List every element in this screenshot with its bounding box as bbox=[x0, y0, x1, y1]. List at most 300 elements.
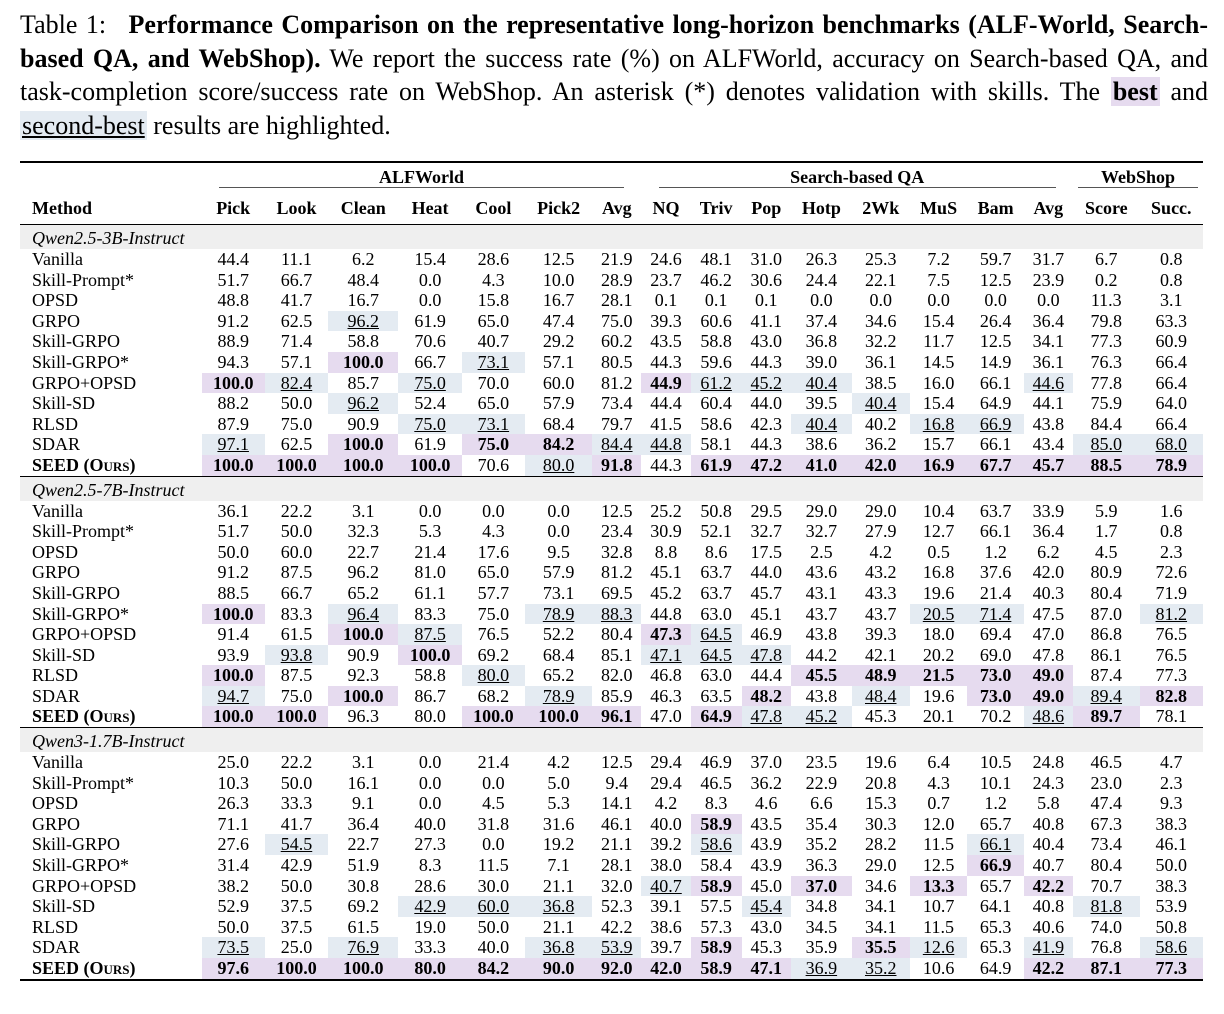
value-cell: 58.8 bbox=[700, 331, 732, 352]
value-cell: 42.2 bbox=[1024, 876, 1073, 897]
value-cell: 44.4 bbox=[217, 249, 249, 269]
value-cell: 3.1 bbox=[1160, 290, 1183, 311]
value-cell: 40.0 bbox=[650, 813, 682, 834]
group-header-search-qa: Search-based QA bbox=[641, 162, 1073, 192]
value-cell: 76.5 bbox=[1155, 644, 1188, 665]
method-cell: OPSD bbox=[32, 541, 79, 562]
value-cell: 71.9 bbox=[1155, 582, 1188, 603]
method-cell: RLSD bbox=[32, 916, 79, 937]
value-cell: 64.5 bbox=[691, 624, 742, 645]
value-cell: 22.1 bbox=[864, 269, 897, 290]
table-row bbox=[20, 706, 1203, 727]
value-cell: 25.0 bbox=[280, 937, 313, 958]
value-cell: 0.7 bbox=[927, 793, 950, 814]
value-cell: 84.2 bbox=[525, 434, 592, 455]
value-cell: 12.0 bbox=[922, 813, 955, 834]
group-header-alfworld: ALFWorld bbox=[202, 162, 642, 192]
value-cell: 46.1 bbox=[601, 813, 633, 834]
value-cell: 15.8 bbox=[477, 290, 510, 311]
value-cell: 20.5 bbox=[910, 604, 968, 625]
value-cell: 78.1 bbox=[1155, 706, 1188, 727]
value-cell: 37.6 bbox=[979, 562, 1012, 583]
value-cell: 66.1 bbox=[979, 372, 1012, 393]
value-cell: 43.8 bbox=[1032, 413, 1065, 434]
value-cell: 16.1 bbox=[347, 772, 380, 793]
value-cell: 57.9 bbox=[542, 393, 575, 414]
value-cell: 12.5 bbox=[979, 331, 1012, 352]
group-header-row bbox=[20, 162, 1203, 192]
value-cell: 61.1 bbox=[414, 582, 446, 603]
value-cell: 50.0 bbox=[217, 916, 249, 937]
value-cell: 50.0 bbox=[477, 916, 510, 937]
value-cell: 66.9 bbox=[967, 855, 1023, 876]
value-cell: 0.0 bbox=[418, 500, 442, 521]
value-cell: 0.0 bbox=[418, 752, 442, 773]
value-cell: 29.5 bbox=[750, 500, 783, 521]
value-cell: 70.2 bbox=[979, 706, 1012, 727]
value-cell: 40.6 bbox=[1032, 916, 1065, 937]
value-cell: 85.0 bbox=[1073, 434, 1140, 455]
method-cell: GRPO+OPSD bbox=[32, 624, 137, 645]
value-cell: 34.5 bbox=[805, 916, 838, 937]
value-cell: 87.9 bbox=[217, 413, 249, 434]
value-cell: 65.2 bbox=[542, 665, 575, 686]
value-cell: 23.0 bbox=[1090, 772, 1123, 793]
value-cell: 38.0 bbox=[650, 855, 682, 876]
method-cell: Skill-Prompt* bbox=[32, 521, 135, 542]
value-cell: 66.1 bbox=[979, 434, 1012, 455]
value-cell: 58.9 bbox=[691, 814, 742, 835]
value-cell: 21.1 bbox=[601, 834, 633, 855]
value-cell: 46.9 bbox=[700, 752, 732, 773]
value-cell: 2.5 bbox=[810, 541, 833, 562]
value-cell: 10.3 bbox=[217, 772, 249, 793]
value-cell: 0.0 bbox=[1037, 290, 1060, 311]
value-cell: 26.4 bbox=[979, 310, 1012, 331]
value-cell: 39.7 bbox=[650, 937, 682, 958]
method-cell: OPSD bbox=[32, 793, 79, 814]
value-cell: 47.1 bbox=[641, 645, 690, 666]
value-cell: 33.3 bbox=[280, 793, 313, 814]
value-cell: 16.7 bbox=[542, 290, 575, 311]
value-cell: 58.9 bbox=[691, 937, 742, 958]
value-cell: 24.6 bbox=[650, 249, 682, 269]
value-cell: 79.7 bbox=[601, 413, 633, 434]
value-cell: 64.5 bbox=[691, 645, 742, 666]
value-cell: 100.0 bbox=[525, 706, 592, 727]
value-cell: 43.4 bbox=[1032, 434, 1065, 455]
value-cell: 4.3 bbox=[482, 269, 505, 290]
value-cell: 34.1 bbox=[864, 896, 897, 917]
value-cell: 96.2 bbox=[347, 562, 380, 583]
value-cell: 30.3 bbox=[864, 813, 897, 834]
value-cell: 1.2 bbox=[984, 541, 1007, 562]
method-cell: Skill-GRPO bbox=[32, 331, 121, 352]
value-cell: 22.2 bbox=[280, 752, 313, 773]
value-cell: 48.2 bbox=[742, 686, 791, 707]
column-header: Bam bbox=[967, 192, 1023, 225]
value-cell: 65.2 bbox=[347, 582, 380, 603]
value-cell: 0.5 bbox=[927, 541, 950, 562]
value-cell: 75.0 bbox=[601, 310, 633, 331]
value-cell: 4.2 bbox=[654, 793, 678, 814]
value-cell: 70.0 bbox=[477, 372, 510, 393]
value-cell: 28.9 bbox=[601, 269, 633, 290]
value-cell: 0.1 bbox=[654, 290, 678, 311]
value-cell: 83.3 bbox=[280, 603, 313, 624]
value-cell: 63.7 bbox=[700, 562, 732, 583]
value-cell: 94.7 bbox=[202, 686, 265, 707]
value-cell: 68.0 bbox=[1140, 434, 1203, 455]
value-cell: 20.2 bbox=[922, 644, 955, 665]
value-cell: 40.7 bbox=[477, 331, 510, 352]
value-cell: 67.3 bbox=[1090, 813, 1123, 834]
value-cell: 7.1 bbox=[547, 855, 570, 876]
value-cell: 38.3 bbox=[1155, 875, 1188, 896]
value-cell: 43.8 bbox=[805, 624, 838, 645]
value-cell: 44.3 bbox=[750, 351, 783, 372]
value-cell: 93.9 bbox=[217, 644, 249, 665]
value-cell: 66.7 bbox=[280, 269, 313, 290]
value-cell: 44.2 bbox=[805, 644, 838, 665]
value-cell: 4.3 bbox=[927, 772, 950, 793]
value-cell: 73.5 bbox=[202, 937, 265, 958]
value-cell: 12.6 bbox=[910, 937, 968, 958]
value-cell: 0.1 bbox=[755, 290, 778, 311]
value-cell: 2.3 bbox=[1160, 772, 1183, 793]
value-cell: 10.7 bbox=[922, 896, 955, 917]
value-cell: 50.0 bbox=[280, 772, 313, 793]
method-cell: Vanilla bbox=[32, 752, 83, 773]
value-cell: 74.0 bbox=[1090, 916, 1123, 937]
table-row bbox=[20, 501, 1203, 522]
value-cell: 40.8 bbox=[1032, 813, 1065, 834]
column-header: Cool bbox=[462, 192, 525, 225]
value-cell: 62.5 bbox=[280, 434, 313, 455]
value-cell: 28.1 bbox=[601, 855, 633, 876]
value-cell: 16.7 bbox=[347, 290, 380, 311]
value-cell: 92.3 bbox=[347, 665, 380, 686]
value-cell: 43.9 bbox=[750, 834, 783, 855]
value-cell: 0.8 bbox=[1160, 521, 1183, 542]
value-cell: 81.2 bbox=[1140, 604, 1203, 625]
column-header: Pop bbox=[742, 192, 791, 225]
column-header-row bbox=[20, 192, 1203, 225]
value-cell: 50.8 bbox=[1155, 916, 1188, 937]
value-cell: 73.1 bbox=[462, 352, 525, 373]
caption-title: Performance Comparison on the representative long-horizon benchmarks (ALF-World, Search-based QA, and WebShop). bbox=[20, 10, 1208, 73]
value-cell: 44.3 bbox=[750, 434, 783, 455]
value-cell: 58.9 bbox=[691, 958, 742, 980]
value-cell: 35.2 bbox=[805, 834, 838, 855]
value-cell: 53.9 bbox=[592, 937, 641, 958]
value-cell: 52.1 bbox=[700, 521, 732, 542]
value-cell: 24.8 bbox=[1032, 752, 1065, 773]
value-cell: 22.2 bbox=[280, 500, 313, 521]
caption-best-word: best bbox=[1112, 77, 1158, 106]
value-cell: 97.6 bbox=[202, 958, 265, 980]
value-cell: 39.3 bbox=[650, 310, 682, 331]
value-cell: 81.0 bbox=[414, 562, 446, 583]
table-row bbox=[20, 834, 1203, 855]
caption-second-word: second-best bbox=[22, 110, 145, 140]
value-cell: 36.4 bbox=[1032, 310, 1065, 331]
table-row bbox=[20, 455, 1203, 476]
method-cell: SDAR bbox=[32, 685, 81, 706]
table-row bbox=[20, 814, 1203, 835]
value-cell: 42.1 bbox=[864, 644, 897, 665]
value-cell: 46.5 bbox=[1090, 752, 1123, 773]
method-cell: Skill-GRPO* bbox=[32, 855, 130, 876]
value-cell: 96.1 bbox=[592, 706, 641, 727]
column-header: NQ bbox=[641, 192, 690, 225]
value-cell: 39.0 bbox=[805, 351, 838, 372]
value-cell: 11.5 bbox=[923, 834, 954, 855]
value-cell: 38.3 bbox=[1155, 813, 1188, 834]
table-row bbox=[20, 876, 1203, 897]
value-cell: 69.5 bbox=[601, 582, 633, 603]
value-cell: 25.0 bbox=[217, 752, 249, 773]
value-cell: 36.1 bbox=[217, 500, 249, 521]
value-cell: 75.0 bbox=[462, 434, 525, 455]
value-cell: 61.9 bbox=[691, 455, 742, 476]
value-cell: 81.2 bbox=[601, 372, 633, 393]
value-cell: 6.2 bbox=[352, 249, 375, 269]
value-cell: 8.3 bbox=[704, 793, 728, 814]
value-cell: 28.1 bbox=[601, 290, 633, 311]
value-cell: 40.2 bbox=[864, 413, 897, 434]
value-cell: 0.2 bbox=[1095, 269, 1118, 290]
value-cell: 69.4 bbox=[979, 624, 1012, 645]
value-cell: 11.5 bbox=[923, 916, 954, 937]
value-cell: 21.1 bbox=[542, 875, 575, 896]
value-cell: 66.1 bbox=[967, 834, 1023, 855]
value-cell: 0.0 bbox=[927, 290, 950, 311]
value-cell: 25.2 bbox=[650, 500, 682, 521]
table-row bbox=[20, 896, 1203, 917]
value-cell: 80.0 bbox=[398, 958, 461, 980]
value-cell: 47.0 bbox=[1032, 624, 1065, 645]
value-cell: 86.8 bbox=[1090, 624, 1123, 645]
value-cell: 34.1 bbox=[864, 916, 897, 937]
value-cell: 61.9 bbox=[414, 310, 446, 331]
value-cell: 59.6 bbox=[700, 351, 732, 372]
value-cell: 40.7 bbox=[1032, 855, 1065, 876]
value-cell: 25.3 bbox=[864, 249, 897, 269]
value-cell: 42.9 bbox=[398, 896, 461, 917]
value-cell: 70.6 bbox=[414, 331, 446, 352]
value-cell: 100.0 bbox=[328, 352, 398, 373]
value-cell: 45.3 bbox=[864, 706, 897, 727]
value-cell: 0.0 bbox=[418, 793, 442, 814]
value-cell: 73.4 bbox=[1090, 834, 1123, 855]
value-cell: 31.8 bbox=[477, 813, 510, 834]
value-cell: 12.5 bbox=[601, 752, 633, 773]
value-cell: 29.2 bbox=[542, 331, 575, 352]
value-cell: 90.9 bbox=[347, 413, 380, 434]
value-cell: 68.4 bbox=[542, 644, 575, 665]
value-cell: 43.0 bbox=[750, 331, 783, 352]
value-cell: 12.5 bbox=[601, 500, 633, 521]
value-cell: 100.0 bbox=[328, 624, 398, 645]
value-cell: 19.6 bbox=[922, 685, 955, 706]
value-cell: 91.2 bbox=[217, 310, 249, 331]
value-cell: 52.9 bbox=[217, 896, 249, 917]
value-cell: 44.3 bbox=[650, 351, 682, 372]
value-cell: 45.1 bbox=[750, 603, 783, 624]
method-cell: Skill-SD bbox=[32, 644, 96, 665]
value-cell: 35.5 bbox=[852, 937, 910, 958]
value-cell: 91.8 bbox=[592, 455, 641, 476]
table-row bbox=[20, 352, 1203, 373]
value-cell: 100.0 bbox=[398, 645, 461, 666]
value-cell: 60.4 bbox=[700, 393, 732, 414]
value-cell: 50.0 bbox=[1155, 855, 1188, 876]
value-cell: 41.0 bbox=[791, 455, 852, 476]
value-cell: 9.4 bbox=[605, 772, 629, 793]
value-cell: 40.8 bbox=[1032, 896, 1065, 917]
value-cell: 63.7 bbox=[979, 500, 1012, 521]
method-cell: GRPO+OPSD bbox=[32, 372, 137, 393]
value-cell: 92.0 bbox=[592, 958, 641, 980]
value-cell: 100.0 bbox=[202, 455, 265, 476]
column-header: 2Wk bbox=[852, 192, 910, 225]
value-cell: 87.1 bbox=[1073, 958, 1140, 980]
value-cell: 50.8 bbox=[700, 500, 732, 521]
value-cell: 63.0 bbox=[700, 603, 732, 624]
value-cell: 58.8 bbox=[414, 665, 446, 686]
value-cell: 64.9 bbox=[979, 393, 1012, 414]
method-cell: Vanilla bbox=[32, 249, 83, 269]
value-cell: 0.0 bbox=[482, 500, 505, 521]
value-cell: 100.0 bbox=[202, 604, 265, 625]
value-cell: 52.2 bbox=[542, 624, 575, 645]
value-cell: 29.0 bbox=[864, 500, 897, 521]
value-cell: 85.1 bbox=[601, 644, 633, 665]
value-cell: 91.4 bbox=[217, 624, 249, 645]
value-cell: 58.6 bbox=[691, 834, 742, 855]
value-cell: 87.5 bbox=[398, 624, 461, 645]
value-cell: 76.3 bbox=[1090, 351, 1123, 372]
method-cell: OPSD bbox=[32, 290, 79, 311]
value-cell: 42.2 bbox=[1024, 958, 1073, 980]
value-cell: 11.1 bbox=[281, 249, 312, 269]
value-cell: 66.7 bbox=[280, 582, 313, 603]
value-cell: 77.3 bbox=[1155, 665, 1188, 686]
value-cell: 84.2 bbox=[462, 958, 525, 980]
column-header-method: Method bbox=[20, 192, 202, 225]
value-cell: 10.5 bbox=[979, 752, 1012, 773]
results-table bbox=[20, 161, 1203, 981]
method-cell: Skill-Prompt* bbox=[32, 269, 135, 290]
value-cell: 11.5 bbox=[477, 855, 509, 876]
value-cell: 84.4 bbox=[1090, 413, 1123, 434]
value-cell: 80.5 bbox=[601, 351, 633, 372]
value-cell: 42.0 bbox=[852, 455, 910, 476]
value-cell: 45.5 bbox=[791, 665, 852, 686]
value-cell: 77.3 bbox=[1140, 958, 1203, 980]
value-cell: 32.2 bbox=[864, 331, 897, 352]
value-cell: 32.7 bbox=[805, 521, 838, 542]
value-cell: 13.3 bbox=[910, 876, 968, 897]
value-cell: 16.8 bbox=[910, 414, 968, 435]
value-cell: 44.9 bbox=[641, 373, 690, 394]
method-cell: Skill-GRPO* bbox=[32, 351, 130, 372]
value-cell: 85.9 bbox=[601, 685, 633, 706]
value-cell: 0.0 bbox=[984, 290, 1007, 311]
value-cell: 9.3 bbox=[1160, 793, 1183, 814]
value-cell: 45.4 bbox=[742, 896, 791, 917]
value-cell: 73.1 bbox=[542, 582, 575, 603]
value-cell: 32.3 bbox=[347, 521, 380, 542]
value-cell: 44.3 bbox=[650, 454, 682, 475]
value-cell: 46.5 bbox=[700, 772, 732, 793]
value-cell: 12.7 bbox=[922, 521, 955, 542]
value-cell: 100.0 bbox=[265, 455, 328, 476]
value-cell: 80.9 bbox=[1090, 562, 1123, 583]
value-cell: 36.3 bbox=[805, 855, 838, 876]
value-cell: 50.0 bbox=[280, 875, 313, 896]
value-cell: 52.3 bbox=[601, 896, 633, 917]
value-cell: 72.6 bbox=[1155, 562, 1188, 583]
value-cell: 100.0 bbox=[328, 958, 398, 980]
column-header: MuS bbox=[910, 192, 968, 225]
value-cell: 47.4 bbox=[542, 310, 575, 331]
value-cell: 64.9 bbox=[691, 706, 742, 727]
value-cell: 47.8 bbox=[1032, 644, 1065, 665]
value-cell: 42.0 bbox=[1032, 562, 1065, 583]
value-cell: 19.6 bbox=[864, 752, 897, 773]
value-cell: 76.5 bbox=[477, 624, 510, 645]
value-cell: 19.6 bbox=[922, 582, 955, 603]
value-cell: 42.0 bbox=[641, 958, 690, 980]
value-cell: 45.3 bbox=[750, 937, 783, 958]
value-cell: 30.8 bbox=[347, 875, 380, 896]
group-header-webshop: WebShop bbox=[1073, 162, 1203, 192]
value-cell: 35.4 bbox=[805, 813, 838, 834]
value-cell: 75.0 bbox=[280, 685, 313, 706]
value-cell: 31.7 bbox=[1032, 249, 1065, 269]
value-cell: 41.1 bbox=[750, 310, 783, 331]
value-cell: 37.5 bbox=[280, 896, 313, 917]
value-cell: 40.4 bbox=[791, 373, 852, 394]
value-cell: 45.2 bbox=[791, 706, 852, 727]
value-cell: 21.4 bbox=[979, 582, 1012, 603]
value-cell: 0.1 bbox=[704, 290, 728, 311]
value-cell: 5.0 bbox=[547, 772, 570, 793]
value-cell: 75.0 bbox=[398, 373, 461, 394]
column-header: Avg bbox=[1024, 192, 1073, 225]
value-cell: 5.9 bbox=[1095, 500, 1118, 521]
column-header: Triv bbox=[691, 192, 742, 225]
value-cell: 1.7 bbox=[1095, 521, 1118, 542]
value-cell: 73.4 bbox=[601, 393, 633, 414]
method-cell: GRPO bbox=[32, 562, 81, 583]
value-cell: 75.0 bbox=[477, 603, 510, 624]
value-cell: 51.9 bbox=[347, 855, 380, 876]
value-cell: 66.4 bbox=[1155, 372, 1188, 393]
value-cell: 0.0 bbox=[482, 834, 505, 855]
value-cell: 87.0 bbox=[1090, 603, 1123, 624]
value-cell: 73.1 bbox=[462, 414, 525, 435]
table-row bbox=[20, 665, 1203, 686]
value-cell: 34.6 bbox=[864, 875, 897, 896]
method-cell: SEED (Ours) bbox=[32, 706, 136, 727]
value-cell: 44.1 bbox=[1032, 393, 1065, 414]
value-cell: 83.3 bbox=[414, 603, 446, 624]
value-cell: 27.9 bbox=[864, 521, 897, 542]
value-cell: 96.2 bbox=[328, 393, 398, 414]
